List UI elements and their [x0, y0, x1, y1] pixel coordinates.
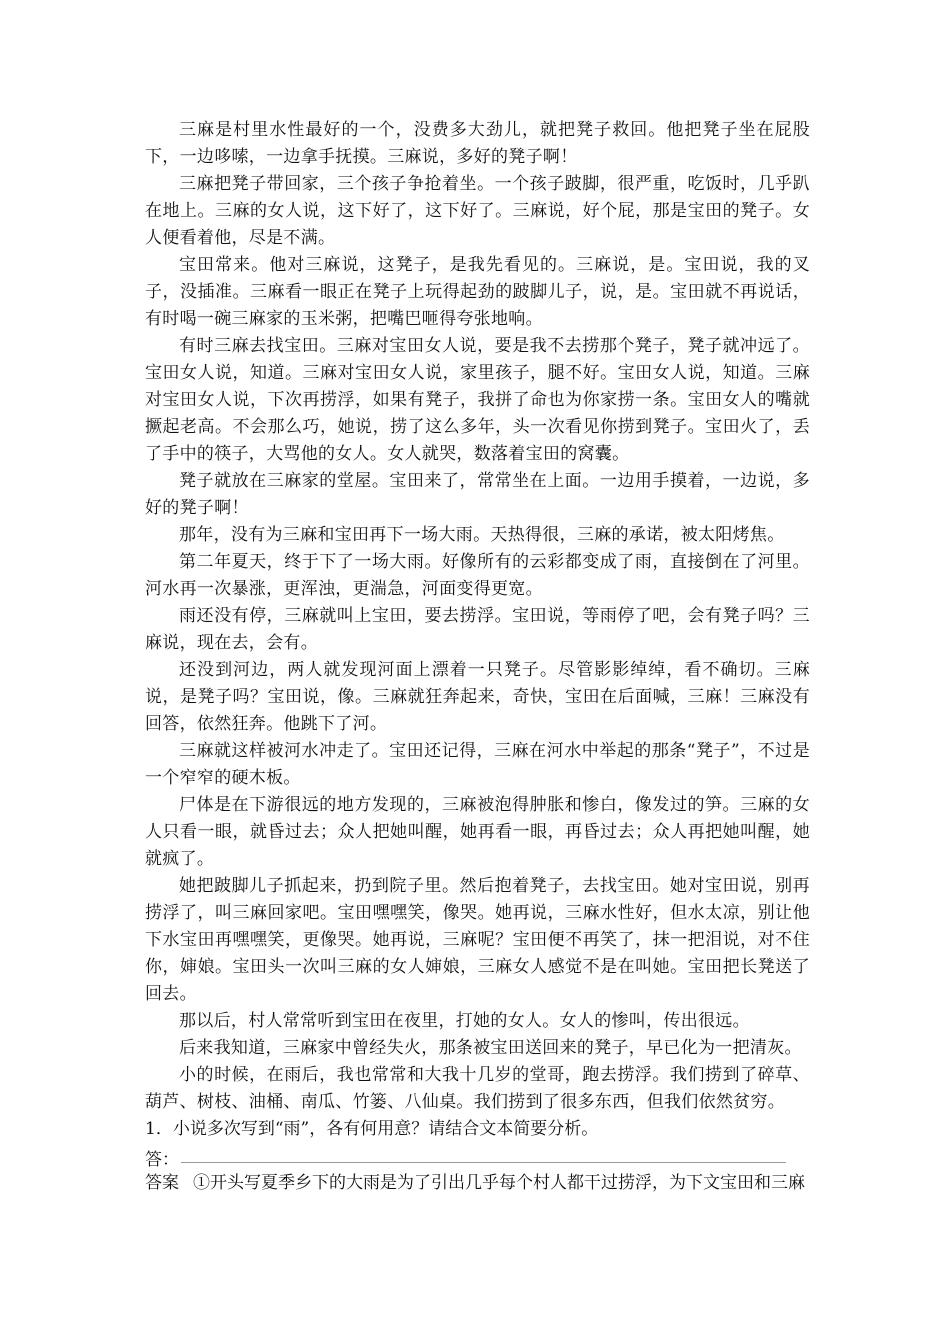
answer-text: ①开头写夏季乡下的大雨是为了引出几乎每个村人都干过捞浮，为下文宝田和三麻 [193, 1173, 805, 1193]
story-paragraph-15: 小的时候，在雨后，我也常常和大我十几岁的堂哥，跑去捞浮。我们捞到了碎草、葫芦、树枝、油桶、南瓜、竹篓、八仙桌。我们捞到了很多东西，但我们依然贫穷。 [145, 1065, 810, 1112]
answer-prompt: 答： [145, 1150, 179, 1170]
answer-blank-rule [181, 1162, 786, 1163]
story-paragraph-2: 三麻把凳子带回家，三个孩子争抢着坐。一个孩子跛脚，很严重，吃饭时，几乎趴在地上。三麻的女人说，这下好了，这下好了。三麻说，好个屁，那是宝田的凳子。女人便看着他，尽是不满。 [145, 174, 810, 248]
answer-block [145, 1170, 810, 1197]
story-paragraph-14: 后来我知道，三麻家中曾经失火，那条被宝田送回来的凳子，早已化为一把清灰。 [179, 1038, 802, 1058]
story-paragraph-3: 宝田常来。他对三麻说，这凳子，是我先看见的。三麻说，是。宝田说，我的叉子，没插准。三麻看一眼正在凳子上玩得起劲的跛脚儿子，说，是。宝田就不再说话，有时喝一碗三麻家的玉米粥，把嘴巴咂得夸张地响。 [145, 255, 810, 329]
story-paragraph-7: 第二年夏天，终于下了一场大雨。好像所有的云彩都变成了雨，直接倒在了河里。河水再一次暴涨，更浑浊，更湍急，河面变得更宽。 [145, 552, 810, 599]
story-paragraph-10: 三麻就这样被河水冲走了。宝田还记得，三麻在河水中举起的那条“凳子”，不过是一个窄窄的硬木板。 [145, 741, 810, 788]
story-paragraph-1: 三麻是村里水性最好的一个，没费多大劲儿，就把凳子救回。他把凳子坐在屁股下，一边哆嗦，一边拿手抚摸。三麻说，多好的凳子啊！ [145, 120, 810, 167]
story-paragraph-5: 凳子就放在三麻家的堂屋。宝田来了，常常坐在上面。一边用手摸着，一边说，多好的凳子啊！ [145, 471, 810, 518]
story-paragraph-12: 她把跛脚儿子抓起来，扔到院子里。然后抱着凳子，去找宝田。她对宝田说，别再捞浮了，叫三麻回家吧。宝田嘿嘿笑，像哭。她再说，三麻水性好，但水太凉，别让他下水宝田再嘿嘿笑，更像哭。她再说，三麻呢？宝田便不再笑了，抹一把泪说，对不住你，婶娘。宝田头一次叫三麻的女人婶娘，三麻女人感觉不是在叫她。宝田把长凳送了回去。 [145, 876, 810, 1004]
answer-line [145, 1143, 810, 1170]
question-1: 1．小说多次写到“雨”，各有何用意？请结合文本简要分析。 [145, 1119, 599, 1139]
story-paragraph-8: 雨还没有停，三麻就叫上宝田，要去捞浮。宝田说，等雨停了吧，会有凳子吗？三麻说，现在去，会有。 [145, 606, 810, 653]
document-page [145, 117, 810, 1197]
story-paragraph-9: 还没到河边，两人就发现河面上漂着一只凳子。尽管影影绰绰，看不确切。三麻说，是凳子吗？宝田说，像。三麻就狂奔起来，奇快，宝田在后面喊，三麻！三麻没有回答，依然狂奔。他跳下了河。 [145, 660, 810, 734]
answer-label: 答案 [145, 1173, 179, 1193]
story-paragraph-6: 那年，没有为三麻和宝田再下一场大雨。天热得很，三麻的承诺，被太阳烤焦。 [179, 525, 785, 545]
story-paragraph-13: 那以后，村人常常听到宝田在夜里，打她的女人。女人的惨叫，传出很远。 [179, 1011, 750, 1031]
story-paragraph-4: 有时三麻去找宝田。三麻对宝田女人说，要是我不去捞那个凳子，凳子就冲远了。宝田女人说，知道。三麻对宝田女人说，家里孩子，腿不好。宝田女人说，知道。三麻对宝田女人说，下次再捞浮，如果有凳子，我拼了命也为你家捞一条。宝田女人的嘴就撅起老高。不会那么巧，她说，捞了这么多年，头一次看见你捞到凳子。宝田火了，丢了手中的筷子，大骂他的女人。女人就哭，数落着宝田的窝囊。 [145, 336, 810, 464]
story-paragraph-11: 尸体是在下游很远的地方发现的，三麻被泡得肿胀和惨白，像发过的笋。三麻的女人只看一眼，就昏过去；众人把她叫醒，她再看一眼，再昏过去；众人再把她叫醒，她就疯了。 [145, 795, 810, 869]
